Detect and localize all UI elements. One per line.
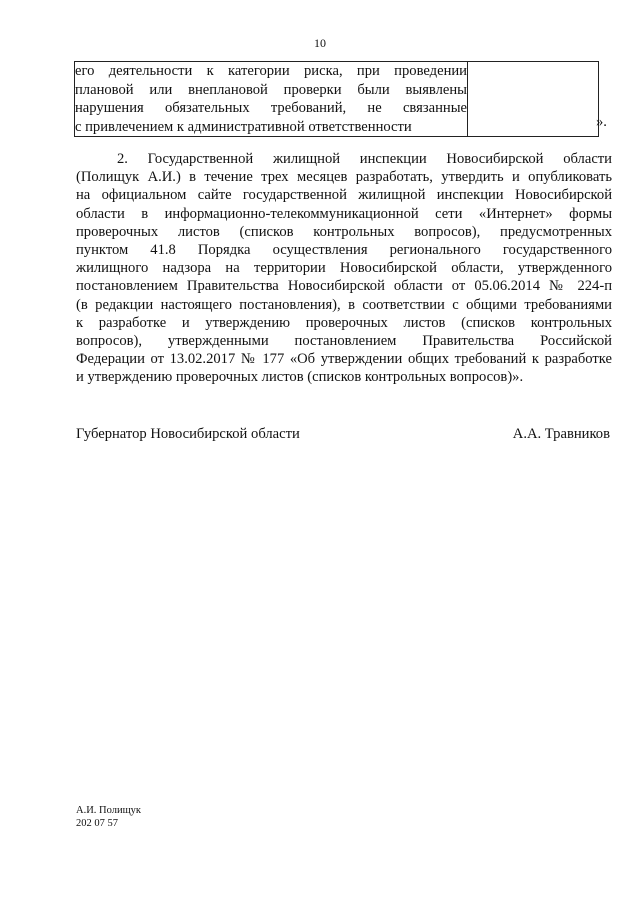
paragraph-line: на официальном сайте государственной жилищной инспекции Новосибирской [76, 187, 612, 204]
paragraph-2 [76, 150, 612, 387]
paragraph-line: к разработке и утверждению проверочных листов (списков контрольных [76, 314, 612, 331]
table-row [75, 62, 599, 137]
paragraph-line: постановлением Правительства Новосибирской области от 05.06.2014 № 224-п [76, 278, 612, 295]
paragraph-line: (в редакции настоящего постановления), в соответствии с общими требованиями [76, 296, 612, 313]
table-line: его деятельности к категории риска, при проведении [75, 63, 467, 79]
criteria-table [74, 61, 599, 137]
paragraph-line: Федерации от 13.02.2017 № 177 «Об утверждении общих требований к разработке [76, 351, 612, 368]
signatory-title: Губернатор Новосибирской области [76, 426, 300, 442]
page-number: 10 [314, 36, 326, 50]
executor-name: А.И. Полищук [76, 805, 142, 816]
executor-phone: 202 07 57 [76, 818, 118, 829]
closing-quote: ». [596, 114, 607, 130]
paragraph-line: вопросов), утвержденными постановлением Правительства Российской [76, 333, 612, 350]
paragraph-line: проверочных листов (списков контрольных вопросов), предусмотренных [76, 223, 612, 240]
paragraph-line: пунктом 41.8 Порядка осуществления регионального государственного [76, 242, 612, 259]
paragraph-line: (Полищук А.И.) в течение трех месяцев разработать, утвердить и опубликовать [76, 169, 612, 186]
signatory-name: А.А. Травников [512, 426, 610, 442]
paragraph-line: 2. Государственной жилищной инспекции Новосибирской области [117, 151, 612, 167]
paragraph-line: жилищного надзора на территории Новосибирской области, утвержденного [76, 260, 612, 277]
table-cell-empty [468, 62, 599, 137]
table-cell-criterion [75, 62, 468, 137]
table-line: плановой или внеплановой проверки были выявлены [75, 81, 467, 98]
paragraph-line: области в информационно-телекоммуникационной сети «Интернет» формы [76, 205, 612, 222]
table-line: с привлечением к административной ответственности [75, 118, 412, 135]
executor-info [76, 804, 141, 830]
table-line: нарушения обязательных требований, не связанные [75, 100, 467, 117]
paragraph-line: и утверждению проверочных листов (списков контрольных вопросов)». [76, 369, 524, 386]
